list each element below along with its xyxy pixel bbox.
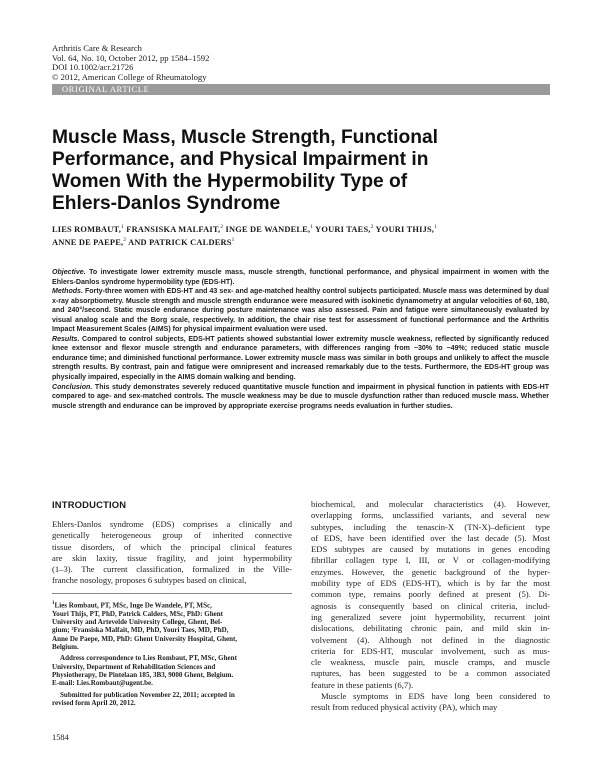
author-affiliation-mark: 1 xyxy=(434,224,438,230)
left-column-text xyxy=(52,519,292,587)
author-affiliation-mark: 2 xyxy=(123,237,127,244)
footnote-text: gium; ²Fransiska Malfait, MD, PhD, Youri Taes, MD, PhD, xyxy=(52,626,229,635)
body-text-line: overlapping forms, unclassified variants, and several new xyxy=(311,510,550,521)
footnote-line xyxy=(52,691,292,699)
footnote-text: Youri Thijs, PT, PhD, Patrick Calders, MSc, PhD: Ghent xyxy=(52,609,224,618)
body-text-line: criteria for EDS-HT, muscular involvement, such as mus- xyxy=(311,645,550,656)
body-text-line: ing generalized severe joint hypermobility, recurrent joint xyxy=(311,611,550,622)
author-affiliation-mark: 2 xyxy=(220,224,224,230)
footnote-line xyxy=(52,699,292,707)
body-text-line: mobility type of EDS (EDS-HT), which is by far the most xyxy=(311,578,550,589)
body-text-line: Muscle symptoms in EDS have long been considered to xyxy=(321,691,550,702)
body-text-line: of EDS, have been identified over the last decade (5). Most xyxy=(311,532,550,543)
footnote xyxy=(52,593,292,707)
body-text-line: enzymes. However, the genetic background of the hyper- xyxy=(311,566,550,577)
body-text-line: result from reduced physical activity (PA), which may xyxy=(311,702,498,713)
footnote-line xyxy=(52,635,292,643)
author-name: ANNE DE PAEPE, xyxy=(52,238,124,248)
body-text-line: volvement (4). Although not defined in the diagnostic xyxy=(311,634,550,645)
abstract-text: Forty-three women with EDS-HT and 43 sex- and age-matched healthy control subjects participated. Muscle mass was determined by dual x-ray absorptiometry. Muscle strength and muscle strength endurance were measured with isokinetic dynamometry at angular velocities of 60, 180, and 240°/second. Static muscle endurance during posture maintenance was also assessed. Pain and fatigue were simultaneously evaluated by visual analog scale and the Borg scale, respectively. In addition, the chair rise test for assessment of functional performance and the Arthritis Impact Measurement Scales (AIMS) for physical impairment evaluation were used. xyxy=(52,288,549,334)
abstract-label: Methods. xyxy=(52,288,83,296)
abstract-text: Compared to control subjects, EDS-HT patients showed substantial lower extremity muscle weakness, reflected by significantly reduced knee extensor and flexor muscle strength and endurance parameters, with differences ranging from −30% to −49%; reduced static muscle endurance time; and diminished functional performance. Lower extremity muscle mass was similar in both groups and unlikely to affect the muscle strength results. By contrast, pain and fatigue were omnipresent and increased remarkably due to the tests. Furthermore, the EDS-HT group was physically impaired, especially in the AIMS domain walking and bending. xyxy=(52,335,549,382)
footnote-text: E-mail: Lies.Rombaut@ugent.be. xyxy=(52,679,153,688)
author-name: LIES ROMBAUT, xyxy=(52,224,121,234)
abstract-label: Conclusion. xyxy=(52,383,93,391)
page-number: 1584 xyxy=(52,733,69,742)
body-text-line: cle weakness, muscle pain, muscle cramps, and muscle xyxy=(311,657,550,668)
abstract-label: Results. xyxy=(52,335,80,343)
author-line xyxy=(52,235,552,248)
author-affiliation-mark: 1 xyxy=(310,224,314,230)
footnote-text: University and Artevelde University College, Ghent, Bel- xyxy=(52,618,223,627)
footnote-line xyxy=(52,610,292,618)
author-affiliation-mark: 1 xyxy=(121,224,124,230)
footnote-text: Physiotherapy, De Pintelaan 185, 3B3, 9000 Ghent, Belgium. xyxy=(52,671,234,680)
body-text-line: fibrillar collagen type I, III, or V or collagen-modifying xyxy=(311,555,550,566)
article-title xyxy=(52,127,492,215)
footnote-text: Belgium. xyxy=(52,643,79,652)
footnote-text: Submitted for publication November 22, 2011; accepted in xyxy=(60,690,235,699)
title-line: Women With the Hypermobility Type of xyxy=(52,171,408,192)
author-name: AND PATRICK CALDERS xyxy=(126,238,232,248)
abstract-text: This study demonstrates severely reduced quantitative muscle function and impairment in physical function in patients with EDS-HT compared to age- and sex-matched controls. The muscle weakness may be due to muscle dysfunction rather than reduced muscle mass. Whether muscle strength and endurance can be improved by appropriate exercise programs needs evaluation in further studies. xyxy=(52,383,549,410)
body-text-line: tissue disorders, of which the principal clinical features xyxy=(52,541,292,552)
body-text-line: genetically heterogeneous group of inherited connective xyxy=(52,530,292,541)
footnote-line xyxy=(52,654,292,662)
body-text-line: feature in these patients (6,7). xyxy=(311,679,414,690)
footnote-text: revised form April 20, 2012. xyxy=(52,699,136,708)
footnote-line xyxy=(52,663,292,671)
body-text-line: EDS subtypes are caused by mutations in genes encoding xyxy=(311,544,550,555)
body-text-line: franche nosology, proposes 6 subtypes based on clinical, xyxy=(52,575,247,586)
author-name: INGE DE WANDELE, xyxy=(223,224,311,234)
title-line: Performance, and Physical Impairment in xyxy=(52,149,429,170)
footnote-line xyxy=(52,618,292,626)
author-affiliation-mark: 1 xyxy=(231,237,235,244)
body-text-line: subtypes, including the tenascin-X (TN-X)–deficient type xyxy=(311,521,550,532)
author-name: YOURI THIJS, xyxy=(373,224,435,234)
author-list xyxy=(52,222,552,249)
body-text-line: Ehlers-Danlos syndrome (EDS) comprises a clinically and xyxy=(52,519,292,529)
author-affiliation-mark: 2 xyxy=(370,224,374,230)
section-bar xyxy=(52,84,550,95)
abstract-text: To investigate lower extremity muscle mass, muscle strength, functional performance, and physical impairment in women with the Ehlers-Danlos syndrome hypermobility type (EDS-HT). xyxy=(52,269,549,286)
footnote-line xyxy=(52,679,292,687)
right-column-text xyxy=(311,499,550,714)
body-text-line: dislocations, debilitating chronic pain, and mild skin in- xyxy=(311,623,550,634)
author-name: FRANSISKA MALFAIT, xyxy=(123,224,221,234)
footnote-line xyxy=(52,626,292,634)
footnote-mark: 1 xyxy=(52,601,55,606)
abstract-paragraph xyxy=(52,268,549,287)
footnote-text: University, Department of Rehabilitation Sciences and xyxy=(52,662,216,671)
abstract xyxy=(52,268,549,411)
abstract-label: Objective. xyxy=(52,269,86,276)
footnote-text: Anne De Paepe, MD, PhD: Ghent University Hospital, Ghent, xyxy=(52,634,238,643)
body-text-line: (1–3). The current classification, formalized in the Ville- xyxy=(52,564,292,575)
abstract-paragraph xyxy=(52,383,549,412)
footnote-line xyxy=(52,671,292,679)
footnote-text: Lies Rombaut, PT, MSc, Inge De Wandele, PT, MSc, xyxy=(54,601,212,610)
footnote-line xyxy=(52,643,292,651)
author-name: YOURI TAES, xyxy=(313,224,371,234)
journal-info xyxy=(52,44,352,82)
abstract-paragraph xyxy=(52,335,549,383)
title-line: Muscle Mass, Muscle Strength, Functional xyxy=(52,127,438,148)
body-text-line: ruptures, has been suggested to be a common associated xyxy=(311,668,550,679)
journal-copyright: © 2012, American College of Rheumatology xyxy=(52,71,207,82)
journal-name: Arthritis Care & Research xyxy=(52,43,142,53)
body-text-line: common type, remains poorly defined at present (5). Di- xyxy=(311,589,550,600)
body-text-line: agnosis is consequently based on clinical criteria, includ- xyxy=(311,600,550,611)
footnote-line xyxy=(52,600,292,610)
body-text-line: are skin laxity, tissue fragility, and joint hypermobility xyxy=(52,552,292,563)
body-text-line: biochemical, and molecular characteristics (4). However, xyxy=(311,499,550,509)
abstract-paragraph xyxy=(52,287,549,335)
journal-doi: DOI 10.1002/acr.21726 xyxy=(52,62,134,73)
section-label: ORIGINAL ARTICLE xyxy=(62,84,150,94)
journal-volume: Vol. 64, No. 10, October 2012, pp 1584–1592 xyxy=(52,52,210,63)
footnote-text: Address correspondence to Lies Rombaut, PT, MSc, Ghent xyxy=(60,654,237,663)
author-line xyxy=(52,222,552,235)
title-line: Ehlers-Danlos Syndrome xyxy=(52,193,281,214)
introduction-heading: INTRODUCTION xyxy=(52,499,127,510)
